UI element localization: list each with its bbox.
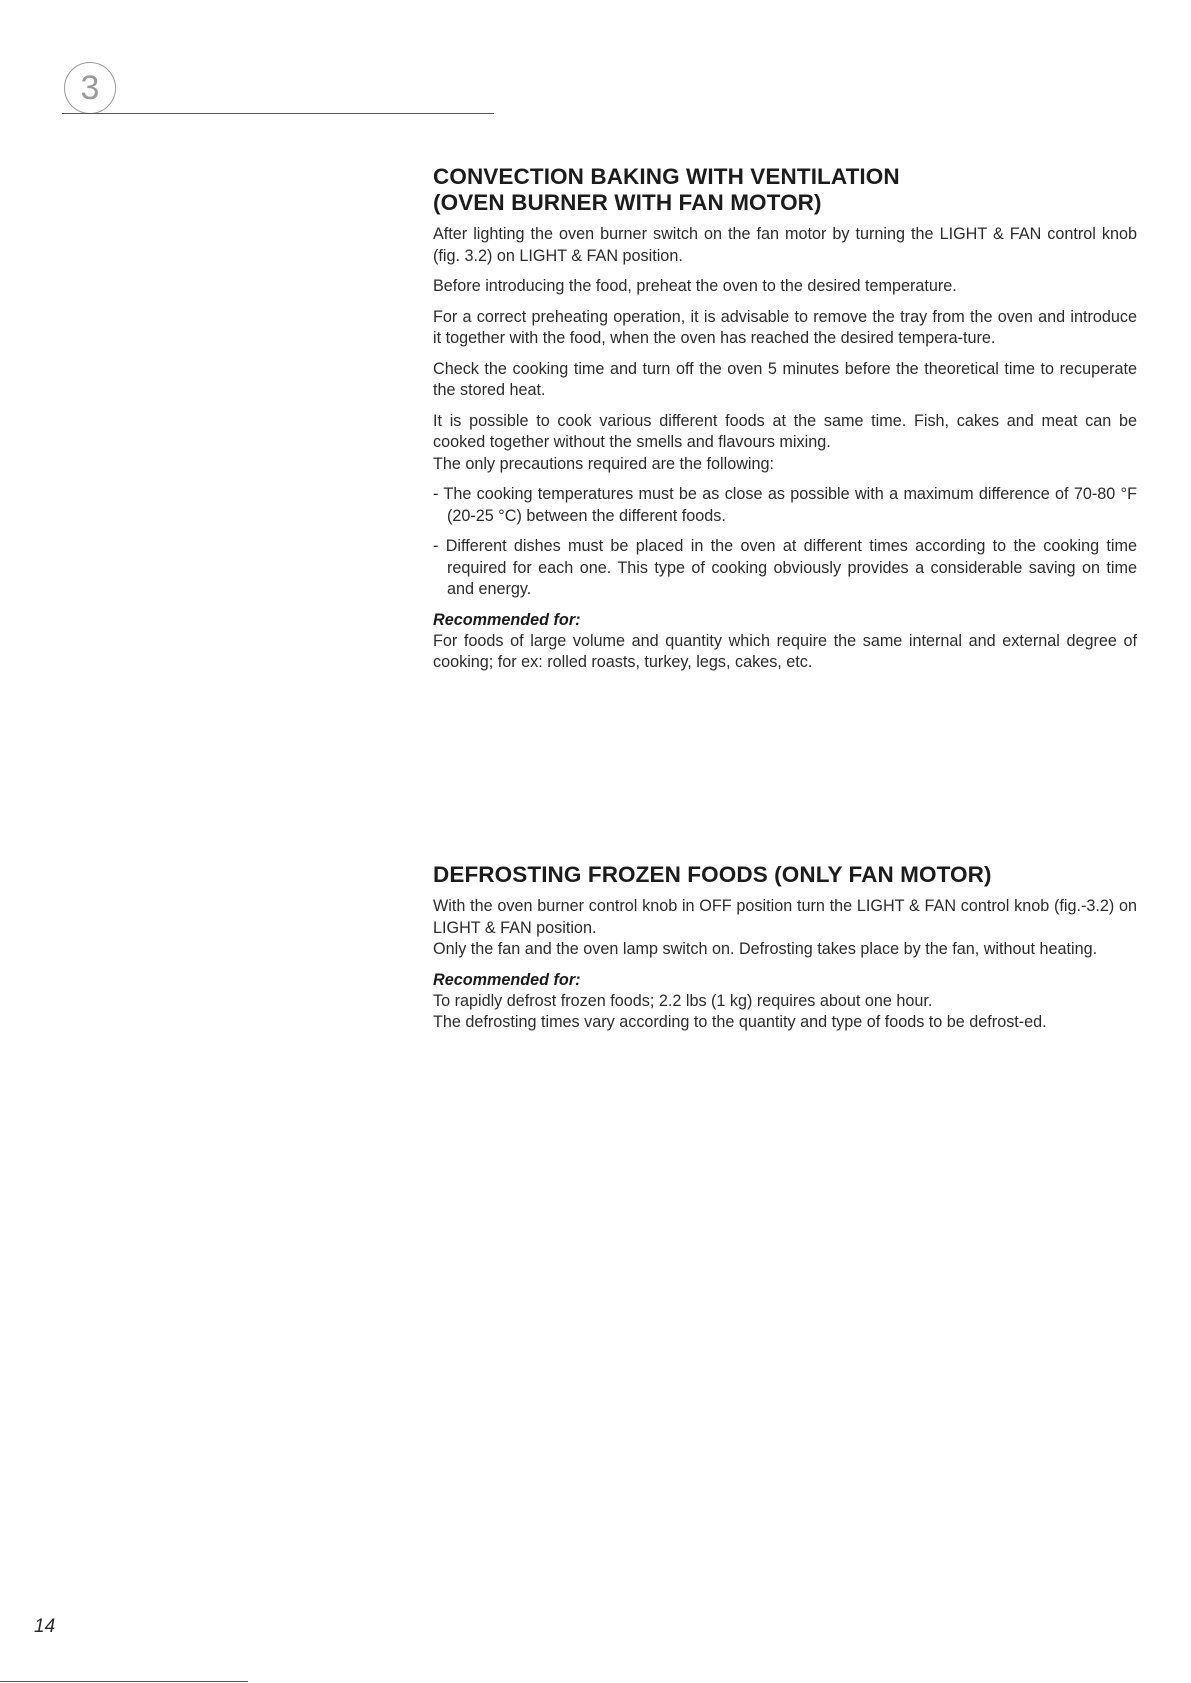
- defrosting-title: DEFROSTING FROZEN FOODS (ONLY FAN MOTOR): [433, 862, 992, 887]
- convection-paragraph-2: Before introducing the food, preheat the oven to the desired temperature.: [433, 277, 957, 295]
- defrosting-recommended-label: Recommended for:: [433, 970, 581, 989]
- defrosting-recommended-text-2: The defrosting times vary according to the quantity and type of foods to be defrost-ed.: [433, 1013, 1047, 1031]
- convection-recommended-label: Recommended for:: [433, 610, 581, 629]
- defrosting-recommended-text-1: To rapidly defrost frozen foods; 2.2 lbs (1 kg) requires about one hour.: [433, 991, 933, 1010]
- defrosting-paragraph-1: With the oven burner control knob in OFF position turn the LIGHT & FAN control knob (fig.-3.2) on LIGHT & FAN position.: [433, 897, 1137, 937]
- page-number: 14: [34, 1616, 56, 1637]
- convection-paragraph-5: It is possible to cook various different foods at the same time. Fish, cakes and meat can be cooked together without the smells and flavours mixing.: [433, 411, 1137, 451]
- header-rule: [62, 113, 494, 114]
- convection-paragraph-1: After lighting the oven burner switch on the fan motor by turning the LIGHT & FAN control knob (fig. 3.2) on LIGHT & FAN position.: [433, 225, 1137, 265]
- convection-bullet-1: - The cooking temperatures must be as close as possible with a maximum difference of 70-80 °F (20-25 °C) between the different foods.: [433, 485, 1137, 525]
- convection-paragraph-4: Check the cooking time and turn off the oven 5 minutes before the theoretical time to recuperate the stored heat.: [433, 359, 1137, 399]
- convection-paragraph-3: For a correct preheating operation, it is advisable to remove the tray from the oven and introduce it together with the food, when the oven has reached the desired tempera-ture.: [433, 307, 1137, 347]
- chapter-number: 3: [80, 69, 100, 107]
- footer-rule: [0, 1681, 248, 1682]
- convection-title-line1: CONVECTION BAKING WITH VENTILATION: [433, 164, 900, 189]
- chapter-number-badge: [64, 62, 116, 114]
- defrosting-paragraph-2: Only the fan and the oven lamp switch on. Defrosting takes place by the fan, without heating.: [433, 940, 1098, 958]
- convection-paragraph-6: The only precautions required are the following:: [433, 454, 775, 473]
- convection-title: [433, 164, 1137, 216]
- convection-recommended-text: For foods of large volume and quantity which require the same internal and external degree of cooking; for ex: rolled roasts, turkey, legs, cakes, etc.: [433, 631, 1137, 671]
- convection-baking-section: [433, 164, 1137, 674]
- convection-title-line2: (OVEN BURNER WITH FAN MOTOR): [433, 190, 822, 215]
- defrosting-section: [433, 862, 1137, 1034]
- convection-bullet-2: - Different dishes must be placed in the oven at different times according to the cooking time required for each one. This type of cooking obviously provides a considerable saving on time and energy.: [433, 537, 1137, 598]
